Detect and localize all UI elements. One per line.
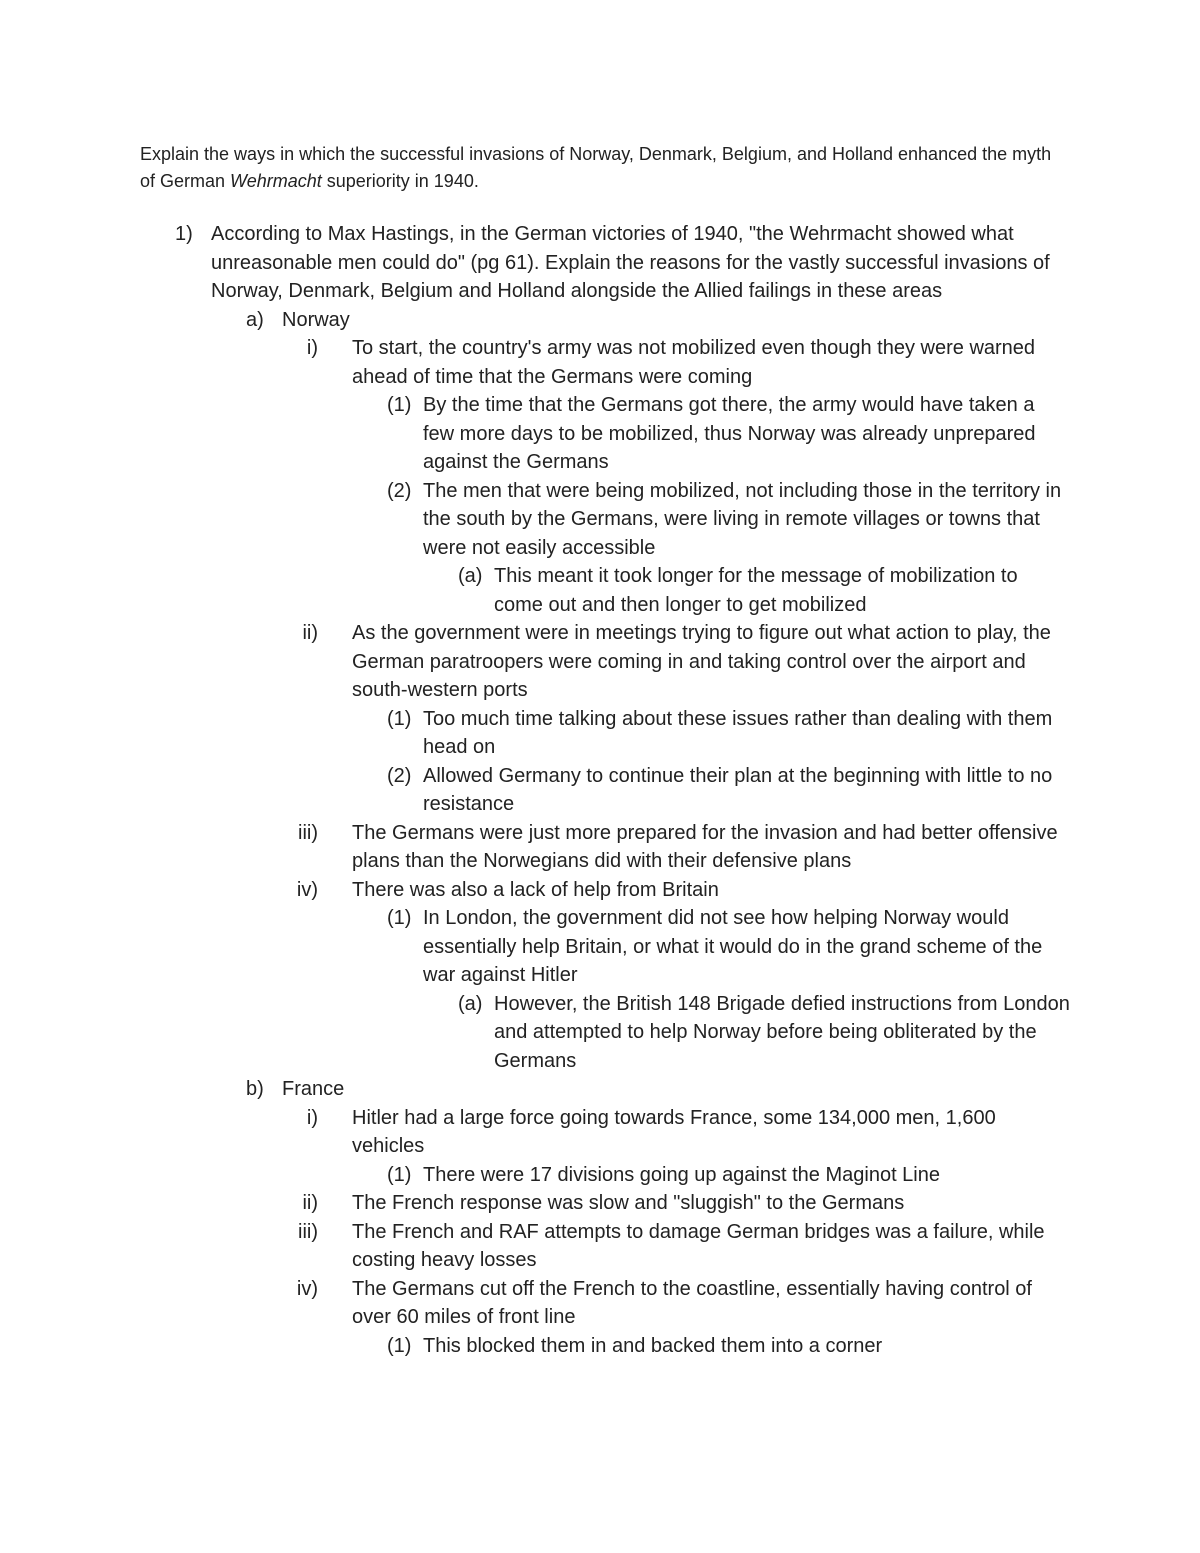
- outline-item: [0, 391, 1200, 477]
- outline-text: Too much time talking about these issues rather than dealing with them head on: [423, 707, 1053, 758]
- outline-marker: iii): [298, 821, 318, 844]
- prompt-text-start: Explain the ways in which the successful invasions of Norway, Denmark, Belgium, and Holland enhanced the myth of German: [140, 144, 1052, 191]
- outline-marker: (1): [387, 1163, 412, 1186]
- outline-item: [0, 876, 1200, 905]
- outline-item: [0, 1218, 1200, 1275]
- outline-marker: (1): [387, 1334, 412, 1357]
- outline-text: France: [282, 1078, 345, 1100]
- outline-text: The French and RAF attempts to damage German bridges was a failure, while costing heavy losses: [352, 1220, 1045, 1271]
- outline-marker: (2): [387, 764, 412, 787]
- outline-item: [0, 705, 1200, 762]
- prompt-emphasis: Wehrmacht: [230, 171, 322, 191]
- outline-marker: (1): [387, 707, 412, 730]
- outline-item: [0, 1189, 1200, 1218]
- outline-marker: (a): [458, 992, 483, 1015]
- outline-marker: iv): [296, 878, 318, 901]
- outline-text: The men that were being mobilized, not including those in the territory in the south by the Germans, were living in remote villages or towns that were not easily accessible: [423, 479, 1062, 559]
- outline-marker: a): [246, 308, 264, 331]
- outline-marker: b): [246, 1078, 264, 1100]
- outline-item: [0, 477, 1200, 563]
- outline-text: The Germans cut off the French to the coastline, essentially having control of over 60 miles of front line: [352, 1277, 1032, 1328]
- outline-text: As the government were in meetings trying to figure out what action to play, the German paratroopers were coming in and taking control over the airport and south-western ports: [352, 622, 1051, 701]
- outline-item: [0, 762, 1200, 819]
- outline-item: [0, 1104, 1200, 1161]
- essay-prompt: [140, 141, 1070, 195]
- outline-marker: i): [306, 337, 318, 359]
- outline-marker: (1): [387, 907, 412, 929]
- outline-item: [0, 1075, 1200, 1104]
- outline-marker: iii): [298, 1220, 318, 1243]
- outline-item: [0, 1275, 1200, 1332]
- outline-text: Norway: [282, 308, 350, 331]
- outline-marker: 1): [175, 223, 193, 245]
- outline-marker: (1): [387, 394, 412, 416]
- outline-text: However, the British 148 Brigade defied instructions from London and attempted to help Norway before being obliterated by the Germans: [494, 992, 1070, 1072]
- outline-marker: (a): [458, 565, 483, 587]
- outline-item: [0, 334, 1200, 391]
- prompt-text-end: superiority in 1940.: [321, 171, 479, 191]
- outline-text: In London, the government did not see how helping Norway would essentially help Britain, or what it would do in the grand scheme of the war against Hitler: [423, 907, 1043, 986]
- outline-marker: iv): [296, 1277, 318, 1300]
- outline-text: This blocked them in and backed them into a corner: [423, 1334, 883, 1357]
- outline-text: The Germans were just more prepared for the invasion and had better offensive plans than the Norwegians did with their defensive plans: [352, 821, 1058, 872]
- outline-text: The French response was slow and "sluggish" to the Germans: [352, 1192, 905, 1214]
- outline-item: [0, 904, 1200, 990]
- outline-marker: ii): [302, 1192, 318, 1214]
- outline-item: [0, 562, 1200, 619]
- outline-item: [0, 990, 1200, 1076]
- outline-text: According to Max Hastings, in the German victories of 1940, "the Wehrmacht showed what unreasonable men could do" (pg 61). Explain the reasons for the vastly successful invasions of Norway, Denmark, Belgium and Holland alongside the Allied failings in these areas: [211, 223, 1050, 302]
- outline-marker: i): [306, 1106, 318, 1129]
- outline-text: There were 17 divisions going up against the Maginot Line: [423, 1163, 940, 1186]
- outline-marker: (2): [387, 479, 412, 502]
- outline-marker: ii): [302, 622, 318, 644]
- outline-text: Hitler had a large force going towards France, some 134,000 men, 1,600 vehicles: [352, 1106, 996, 1157]
- outline-item: [0, 819, 1200, 876]
- outline-text: To start, the country's army was not mobilized even though they were warned ahead of time that the Germans were coming: [352, 337, 1036, 388]
- outline-text: This meant it took longer for the message of mobilization to come out and then longer to get mobilized: [494, 565, 1018, 616]
- outline-item: [0, 619, 1200, 705]
- outline-text: Allowed Germany to continue their plan at the beginning with little to no resistance: [423, 764, 1053, 815]
- outline-text: There was also a lack of help from Britain: [352, 878, 719, 901]
- outline-item: [0, 306, 1200, 335]
- outline-item: [0, 1161, 1200, 1190]
- outline-text: By the time that the Germans got there, the army would have taken a few more days to be mobilized, thus Norway was already unprepared against the Germans: [423, 394, 1036, 473]
- outline-list: [0, 220, 1200, 1360]
- outline-item: [0, 220, 1200, 306]
- outline-item: [0, 1332, 1200, 1361]
